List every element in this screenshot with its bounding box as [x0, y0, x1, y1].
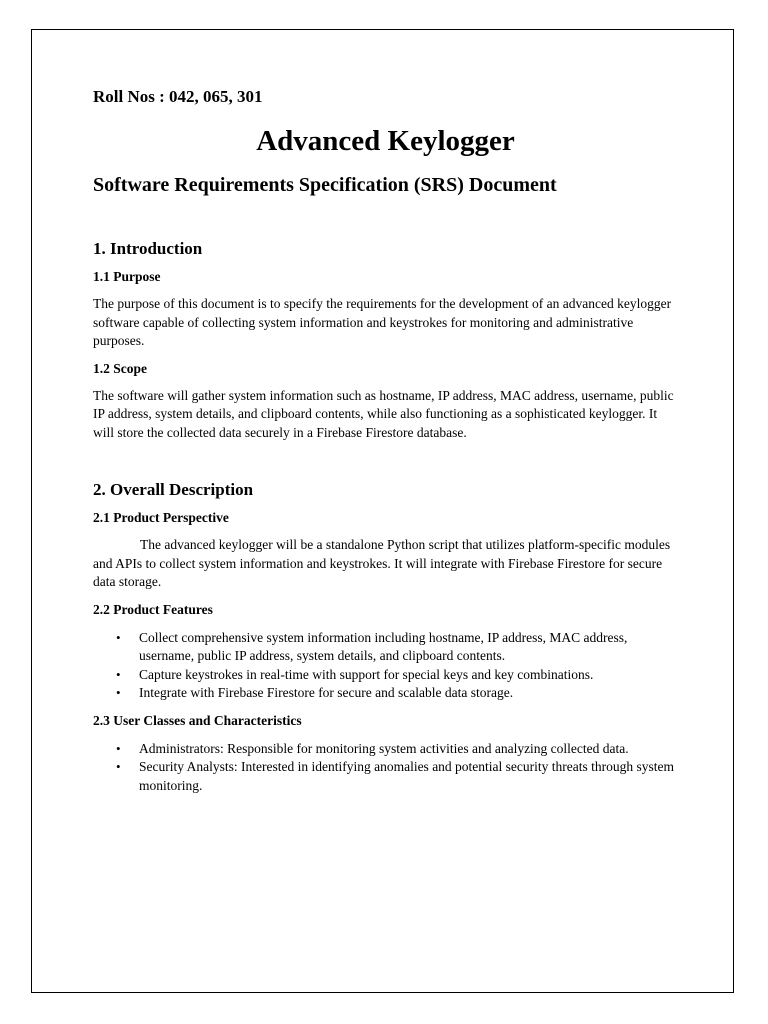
document-title: Advanced Keylogger: [256, 125, 515, 157]
roll-numbers: Roll Nos : 042, 065, 301: [93, 87, 263, 106]
document-body: [93, 86, 678, 795]
product-perspective-paragraph: The advanced keylogger will be a standalone Python script that utilizes platform-specific modules and APIs to collect system information and keystrokes. It will integrate with Firebase Firestore for secure data storage.: [93, 537, 671, 589]
user-classes-list: [93, 740, 678, 796]
list-item: • Administrators: Responsible for monitoring system activities and analyzing collected data.: [139, 740, 678, 759]
document-subtitle: Software Requirements Specification (SRS) Document: [93, 174, 557, 196]
subsection-heading-scope: 1.2 Scope: [93, 360, 147, 376]
subsection-heading-product-features: 2.2 Product Features: [93, 601, 213, 617]
list-item: • Collect comprehensive system information including hostname, IP address, MAC address, username, public IP address, system details, and clipboard contents.: [139, 629, 678, 666]
section-heading-introduction: 1. Introduction: [93, 239, 203, 258]
product-features-list: [93, 629, 678, 703]
scope-paragraph: The software will gather system information such as hostname, IP address, MAC address, username, public IP address, system details, and clipboard contents, while also functioning as a sophisticated keylogger. It will store the collected data securely in a Firebase Firestore database.: [93, 387, 674, 440]
section-heading-overall-description: 2. Overall Description: [93, 480, 254, 499]
subsection-heading-purpose: 1.1 Purpose: [93, 269, 161, 284]
list-item: • Integrate with Firebase Firestore for secure and scalable data storage.: [139, 684, 678, 703]
list-item: • Security Analysts: Interested in identifying anomalies and potential security threats through system monitoring.: [139, 758, 678, 795]
purpose-paragraph: The purpose of this document is to specify the requirements for the development of an advanced keylogger software capable of collecting system information and keystrokes for monitoring and administrative purposes.: [93, 296, 672, 348]
list-item: • Capture keystrokes in real-time with support for special keys and key combinations.: [139, 666, 678, 685]
subsection-heading-user-classes: 2.3 User Classes and Characteristics: [93, 712, 302, 728]
subsection-heading-product-perspective: 2.1 Product Perspective: [93, 510, 229, 525]
